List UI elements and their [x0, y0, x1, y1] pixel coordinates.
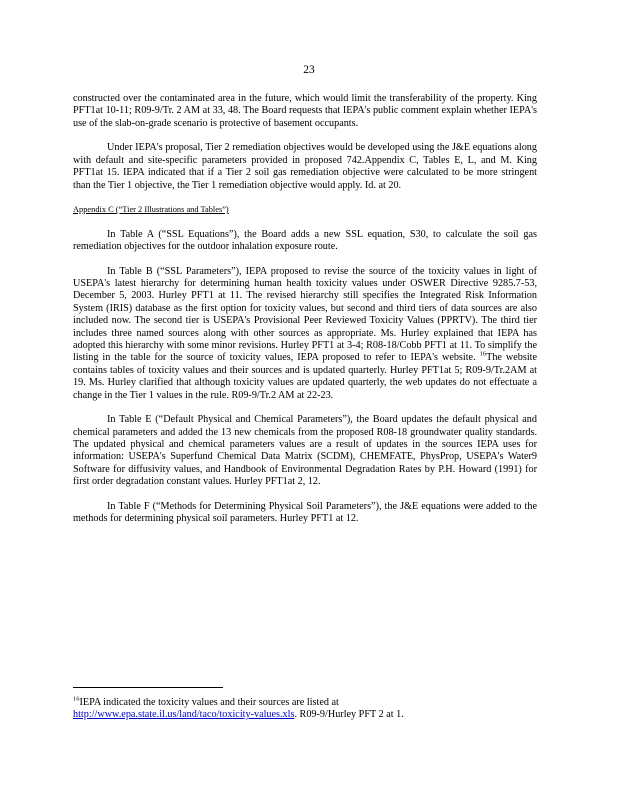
paragraph-table-b-text-continued: The website contains tables of toxicity values and their sources and is updated quarterly. Hurley PFT1at 5; R09-9/Tr.2AM at 19. Ms. Hurley clarified that although toxicity values are updated quarterly, the web updates do not effectuate a change in the Tier 1 values in the rule. R09-9/Tr.2 AM at 22-23. [73, 352, 537, 401]
paragraph-table-f: In Table F (“Methods for Determining Physical Soil Parameters”), the J&E equations were added to the methods for determining physical soil parameters. Hurley PFT1 at 12. [73, 500, 537, 525]
paragraph-tier2-objectives: Under IEPA's proposal, Tier 2 remediation objectives would be developed using the J&E equations along with default and site-specific parameters provided in proposed 742.Appendix C, Tables E, L, and M. King PFT1at 15. IEPA indicated that if a Tier 2 soil gas remediation objective were calculated to be more stringent than the Tier 1 objective, the Tier 1 remediation objective would apply. Id. at 20. [73, 142, 537, 191]
paragraph-table-b-text: In Table B (“SSL Parameters”), IEPA proposed to revise the source of the toxicity values in light of USEPA's latest hierarchy for determining human health toxicity values under OSWER Directive 9285.7-53, December 5, 2003. Hurley PFT1 at 11. The revised hierarchy still specifies the Integrated Risk Information System (IRIS) database as the first option for toxicity values, but second and third tiers of data sources are also included now. The second tier is USEPA's Provisional Peer Reviewed Toxicity Values (PPRTV). The third tier includes three named sources along with other sources as appropriate. Ms. Hurley explained that IEPA has adopted this hierarchy with some minor revisions. Hurley PFT1 at 3-4; R08-18/Cobb PFT1 at 11. To simplify the listing in the table for the source of toxicity values, IEPA proposed to refer to IEPA's website. [73, 265, 537, 364]
paragraph-table-b [73, 266, 537, 402]
paragraph-table-a: In Table A (“SSL Equations”), the Board adds a new SSL equation, S30, to calculate the soil gas remediation objectives for the outdoor inhalation exposure route. [73, 228, 537, 253]
paragraph-table-e: In Table E (“Default Physical and Chemical Parameters”), the Board updates the default physical and chemical parameters and added the 13 new chemicals from the proposed R08-18 groundwater quality standards. The updated physical and chemical parameters values are a result of updates in the sources IEPA uses for information: USEPA's Superfund Chemical Data Matrix (SCDM), CHEMFATE, PhysProp, USEPA's Water9 Software for diffusivity values, and Handbook of Environmental Degradation Rates by P.H. Howard (1991) for first order degradation constant values. Hurley PFT1at 2, 12. [73, 414, 537, 488]
footnote-marker: 16 [73, 695, 80, 703]
footnote [73, 697, 537, 722]
footnote-citation: . R09-9/Hurley PFT 2 at 1. [294, 709, 404, 721]
page-body [73, 93, 537, 538]
paragraph-slab-on-grade: constructed over the contaminated area in the future, which would limit the transferability of the property. King PFT1at 10-11; R09-9/Tr. 2 AM at 33, 48. The Board requests that IEPA's public comment explain whether IEPA's use of the slab-on-grade scenario is protective of basement occupants. [73, 93, 537, 129]
footnote-text: IEPA indicated the toxicity values and their sources are listed at [79, 697, 339, 708]
footnote-divider [73, 687, 223, 688]
section-heading-appendix-c: Appendix C (“Tier 2 Illustrations and Tables”) [73, 205, 229, 215]
page-number: 23 [303, 64, 315, 76]
footnote-link[interactable]: http://www.epa.state.il.us/land/taco/toxicity-values.xls [73, 709, 295, 721]
footnote-reference[interactable]: 16 [479, 351, 487, 359]
